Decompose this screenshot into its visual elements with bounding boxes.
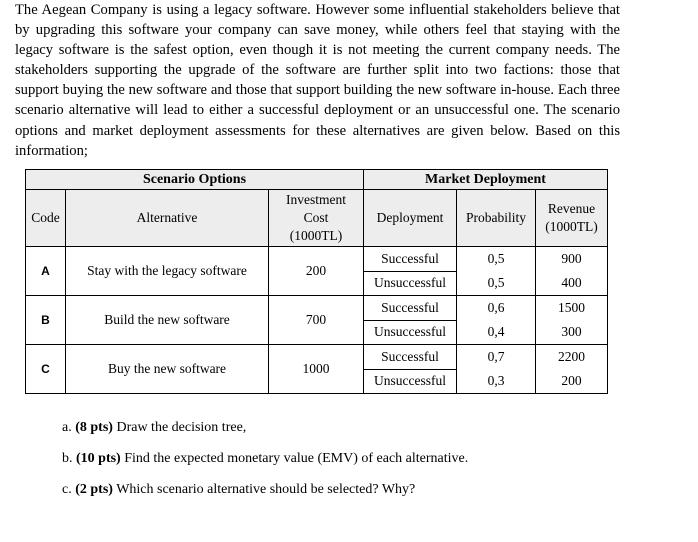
row-deployment: Successful — [364, 296, 457, 321]
row-revenue: 1500 — [536, 296, 608, 321]
row-probability: 0,6 — [457, 296, 536, 321]
revenue-header-line: (1000TL) — [545, 219, 598, 234]
table-row — [26, 296, 608, 321]
row-deployment: Successful — [364, 247, 457, 272]
table-group-header-row — [26, 170, 608, 190]
row-code: B — [26, 296, 66, 345]
investment-cost-header-line: Investment — [286, 192, 346, 207]
row-cost: 700 — [269, 296, 364, 345]
row-deployment: Successful — [364, 345, 457, 370]
row-deployment: Unsuccessful — [364, 369, 457, 394]
row-revenue: 300 — [536, 320, 608, 345]
row-alternative: Buy the new software — [66, 345, 269, 394]
question-points: (2 pts) — [75, 482, 113, 497]
row-cost: 200 — [269, 247, 364, 296]
question-c — [62, 482, 415, 498]
question-points: (10 pts) — [76, 451, 121, 466]
question-prefix: a. — [62, 420, 72, 435]
row-deployment: Unsuccessful — [364, 320, 457, 345]
row-revenue: 400 — [536, 271, 608, 296]
row-code: C — [26, 345, 66, 394]
row-alternative: Stay with the legacy software — [66, 247, 269, 296]
code-column-header: Code — [26, 190, 66, 247]
row-probability: 0,3 — [457, 369, 536, 394]
question-prefix: c. — [62, 482, 72, 497]
row-alternative: Build the new software — [66, 296, 269, 345]
question-text: Draw the decision tree, — [116, 420, 247, 435]
probability-column-header: Probability — [457, 190, 536, 247]
intro-paragraph: The Aegean Company is using a legacy software. However some influential stakeholders believe that by upgrading this software your company can save money, while others feel that staying with the legacy software is the safest option, even though it is not meeting the current company needs. The stakeholders supporting the upgrade of the software are further split into two factions: those that support buying the new software and those that support building the new software in-house. Each three scenario alternative will lead to either a successful deployment or an unsuccessful one. The scenario options and market deployment assessments for these alternatives are given below. Based on this information; — [15, 2, 620, 159]
table-row — [26, 345, 608, 370]
deployment-column-header: Deployment — [364, 190, 457, 247]
row-revenue: 900 — [536, 247, 608, 272]
investment-cost-header-line: (1000TL) — [289, 228, 343, 243]
row-revenue: 200 — [536, 369, 608, 394]
row-revenue: 2200 — [536, 345, 608, 370]
row-probability: 0,4 — [457, 320, 536, 345]
market-deployment-header: Market Deployment — [364, 170, 608, 190]
revenue-header-line: Revenue — [547, 201, 596, 216]
row-code: A — [26, 247, 66, 296]
scenario-options-header: Scenario Options — [26, 170, 364, 190]
question-prefix: b. — [62, 451, 73, 466]
row-cost: 1000 — [269, 345, 364, 394]
scenario-table — [25, 169, 608, 394]
question-text: Find the expected monetary value (EMV) of each alternative. — [124, 451, 469, 466]
investment-cost-column-header — [269, 190, 364, 247]
question-points: (8 pts) — [75, 420, 113, 435]
row-deployment: Unsuccessful — [364, 271, 457, 296]
revenue-column-header — [536, 190, 608, 247]
table-row — [26, 247, 608, 272]
investment-cost-header-line: Cost — [303, 210, 329, 225]
row-probability: 0,7 — [457, 345, 536, 370]
row-probability: 0,5 — [457, 247, 536, 272]
row-probability: 0,5 — [457, 271, 536, 296]
question-text: Which scenario alternative should be selected? Why? — [116, 482, 416, 497]
table-column-header-row — [26, 190, 608, 247]
question-a — [62, 420, 246, 436]
question-b — [62, 451, 468, 467]
alternative-column-header: Alternative — [66, 190, 269, 247]
